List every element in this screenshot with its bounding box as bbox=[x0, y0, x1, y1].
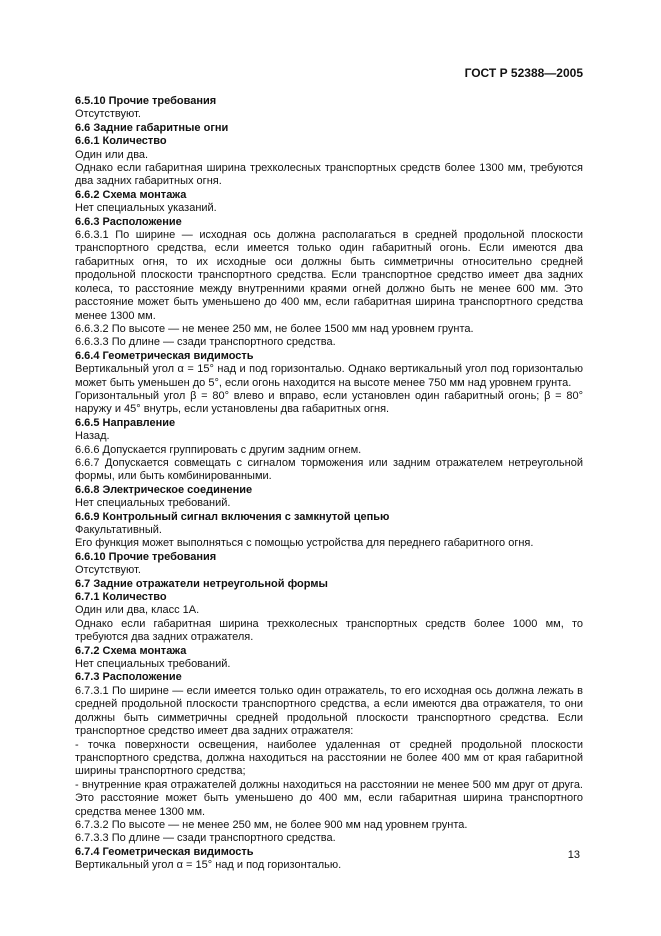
section-heading: 6.5.10 Прочие требования bbox=[75, 95, 217, 107]
paragraph: 6.6.3.1 По ширине — исходная ось должна располагаться в средней продольной плоскости транспортного средства, если имеется только один габаритный огонь. Если имеются два габаритных огня, то их исходные оси должны быть симметричны относительно средней продольной плоскости транспортного средства. Если транспортное средство имеет два задних колеса, то расстояние между внутренними краями огней должно быть не менее 600 мм. Это расстояние может быть уменьшено до 400 мм, если габаритная ширина транспортного средства менее 1300 мм. bbox=[75, 229, 583, 322]
paragraph: Его функция может выполняться с помощью устройства для переднего габаритного огня. bbox=[75, 537, 534, 550]
section-heading: 6.6.3 Расположение bbox=[75, 215, 182, 228]
section-heading: 6.6.2 Схема монтажа bbox=[75, 188, 187, 201]
paragraph: 6.6.3.3 По длине — сзади транспортного средства. bbox=[75, 336, 336, 349]
paragraph: Нет специальных указаний. bbox=[75, 202, 217, 215]
paragraph: Вертикальный угол α = 15° над и под горизонталью. Однако вертикальный угол под горизонталью может быть уменьшен до 5°, если огонь находится на высоте менее 750 мм над уровнем грунта. bbox=[75, 363, 583, 389]
page-number: 13 bbox=[567, 849, 580, 861]
section-heading: 6.7.2 Схема монтажа bbox=[75, 644, 187, 657]
paragraph: Горизонтальный угол β = 80° влево и вправо, если установлен один габаритный огонь; β = 80° наружу и 45° внутрь, если установлены два габаритных огня. bbox=[75, 389, 583, 416]
section-heading: 6.6.8 Электрическое соединение bbox=[75, 483, 253, 496]
section-heading: 6.6.9 Контрольный сигнал включения с замкнутой цепью bbox=[75, 510, 390, 523]
section-heading: 6.6.10 Прочие требования bbox=[75, 550, 217, 563]
paragraph: 6.6.6 Допускается группировать с другим задним огнем. bbox=[75, 443, 362, 456]
paragraph: Один или два, класс 1А. bbox=[75, 604, 200, 617]
paragraph: 6.7.3.1 По ширине — если имеется только один отражатель, то его исходная ось должна лежать в средней продольной плоскости транспортного средства, а если имеются два отражателя, то они должны быть симметричны средней продольной плоскости транспортного средства. Если транспортное средство имеет два задних отражателя: bbox=[75, 684, 583, 738]
section-heading: 6.7.4 Геометрическая видимость bbox=[75, 845, 254, 858]
paragraph: 6.7.3.2 По высоте — не менее 250 мм, не более 900 мм над уровнем грунта. bbox=[75, 818, 468, 831]
paragraph: - точка поверхности освещения, наиболее удаленная от средней продольной плоскости транспортного средства, должна находиться на расстоянии не более 400 мм от края габаритной ширины транспортного средства; bbox=[75, 738, 583, 778]
section-heading: 6.7 Задние отражатели нетреугольной формы bbox=[75, 577, 328, 590]
paragraph: Отсутствуют. bbox=[75, 564, 141, 577]
paragraph: Факультативный. bbox=[75, 524, 162, 536]
section-heading: 6.6.5 Направление bbox=[75, 416, 176, 429]
paragraph: 6.7.3.3 По длине — сзади транспортного средства. bbox=[75, 832, 336, 845]
paragraph: Однако если габаритная ширина трехколесных транспортных средств более 1000 мм, то требуются два задних отражателя. bbox=[75, 617, 583, 644]
document-id: ГОСТ Р 52388—2005 bbox=[464, 66, 583, 80]
paragraph: Однако если габаритная ширина трехколесных транспортных средств более 1300 мм, требуются два задних габаритных огня. bbox=[75, 162, 583, 188]
document-body bbox=[61, 95, 583, 873]
paragraph: - внутренние края отражателей должны находиться на расстоянии не менее 500 мм друг от друга. Это расстояние может быть уменьшено до 400 мм, если габаритная ширина транспортного средства менее 1300 мм. bbox=[75, 778, 583, 818]
paragraph: Назад. bbox=[75, 430, 110, 443]
paragraph: 6.6.7 Допускается совмещать с сигналом торможения или задним отражателем нетреугольной формы, или быть комбинированными. bbox=[75, 456, 583, 483]
paragraph: Один или два. bbox=[75, 148, 149, 161]
paragraph: Вертикальный угол α = 15° над и под горизонталью. bbox=[75, 859, 342, 872]
paragraph: Отсутствуют. bbox=[75, 108, 141, 121]
section-heading: 6.6.4 Геометрическая видимость bbox=[75, 349, 254, 362]
paragraph: 6.6.3.2 По высоте — не менее 250 мм, не более 1500 мм над уровнем грунта. bbox=[75, 322, 474, 335]
paragraph: Нет специальных требований. bbox=[75, 658, 231, 671]
section-heading: 6.7.1 Количество bbox=[75, 591, 167, 604]
section-heading: 6.7.3 Расположение bbox=[75, 671, 182, 684]
section-heading: 6.6.1 Количество bbox=[75, 135, 167, 148]
paragraph: Нет специальных требований. bbox=[75, 497, 231, 510]
section-heading: 6.6 Задние габаритные огни bbox=[75, 121, 229, 134]
